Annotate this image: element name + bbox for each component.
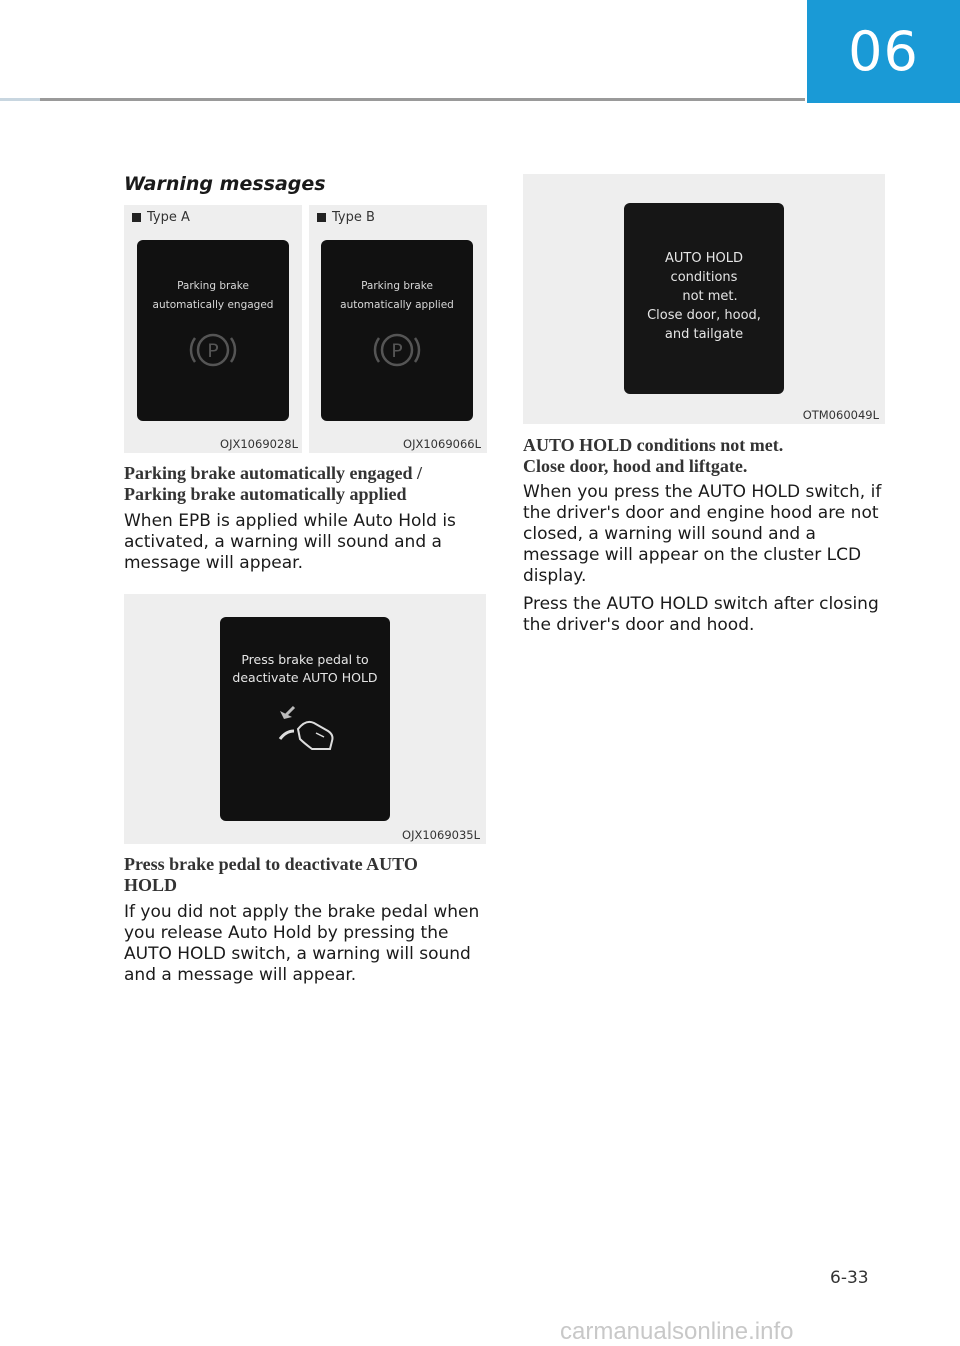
parking-brake-icon (372, 330, 422, 370)
screen-c-line1: Press brake pedal to (241, 652, 369, 667)
screen-d-line5: and tailgate (664, 327, 744, 342)
bullet-square-icon (132, 213, 141, 222)
para3-body (523, 482, 885, 643)
parking-brake-icon (188, 330, 238, 370)
brake-pedal-icon (272, 699, 342, 759)
para2-body (124, 902, 490, 993)
type-b-label-text: Type B (332, 210, 375, 225)
type-b-label (317, 210, 375, 225)
screen-a-line2: automatically engaged (152, 299, 274, 311)
header-rule (0, 98, 805, 101)
figure-auto-hold-conditions (523, 174, 885, 424)
figure-a-code: OJX1069028L (220, 437, 298, 451)
figure-type-a (124, 205, 302, 453)
svg-text:P: P (207, 340, 219, 362)
figure-b-code: OJX1069066L (403, 437, 481, 451)
screen-b-line1: Parking brake (361, 280, 433, 292)
screen-b-line2: automatically applied (340, 299, 454, 311)
screen-d-line2: conditions (670, 270, 738, 285)
para2-body-text: If you did not apply the brake pedal when you release Auto Hold by pressing the AUTO HOLD switch, a warning will sound and a message will appear. (124, 902, 480, 985)
cluster-screen-b (321, 240, 473, 421)
cluster-screen-c (220, 617, 390, 821)
figure-type-b (309, 205, 487, 453)
figure-press-brake (124, 594, 486, 844)
chapter-tab: 06 (807, 0, 960, 103)
para1-body-text: When EPB is applied while Auto Hold is activated, a warning will sound and a message will appear. (124, 511, 456, 573)
para3-body-text-2: Press the AUTO HOLD switch after closing the driver's door and hood. (523, 594, 879, 635)
watermark: carmanualsonline.info (560, 1318, 794, 1345)
screen-d-line1: AUTO HOLD (665, 251, 743, 266)
page-number: 6-33 (830, 1268, 869, 1288)
figure-d-code: OTM060049L (802, 408, 879, 422)
para1-body (124, 511, 486, 581)
screen-d-line3: not met. (682, 289, 738, 304)
cluster-screen-a (137, 240, 289, 421)
para3-body-text-1: When you press the AUTO HOLD switch, if the driver's door and engine hood are not closed, a warning will sound and a message will appear on the cluster LCD display. (523, 482, 882, 586)
section-heading: Warning messages (124, 173, 326, 195)
type-a-label-text: Type A (147, 210, 190, 225)
figure-c-code: OJX1069035L (402, 828, 480, 842)
header-rule-accent (0, 98, 40, 101)
para2-title: Press brake pedal to deactivate AUTO HOLD (124, 854, 418, 895)
type-a-label (132, 210, 190, 225)
para3-title-line1: AUTO HOLD conditions not met. (523, 435, 784, 455)
screen-c-line2: deactivate AUTO HOLD (232, 670, 378, 685)
screen-d-line4: Close door, hood, (647, 308, 761, 323)
bullet-square-icon (317, 213, 326, 222)
svg-text:P: P (391, 340, 403, 362)
cluster-screen-d (624, 203, 784, 394)
para1-title: Parking brake automatically engaged / Parking brake automatically applied (124, 463, 422, 504)
screen-a-line1: Parking brake (177, 280, 249, 292)
para3-title-line2: Close door, hood and liftgate. (523, 456, 748, 476)
